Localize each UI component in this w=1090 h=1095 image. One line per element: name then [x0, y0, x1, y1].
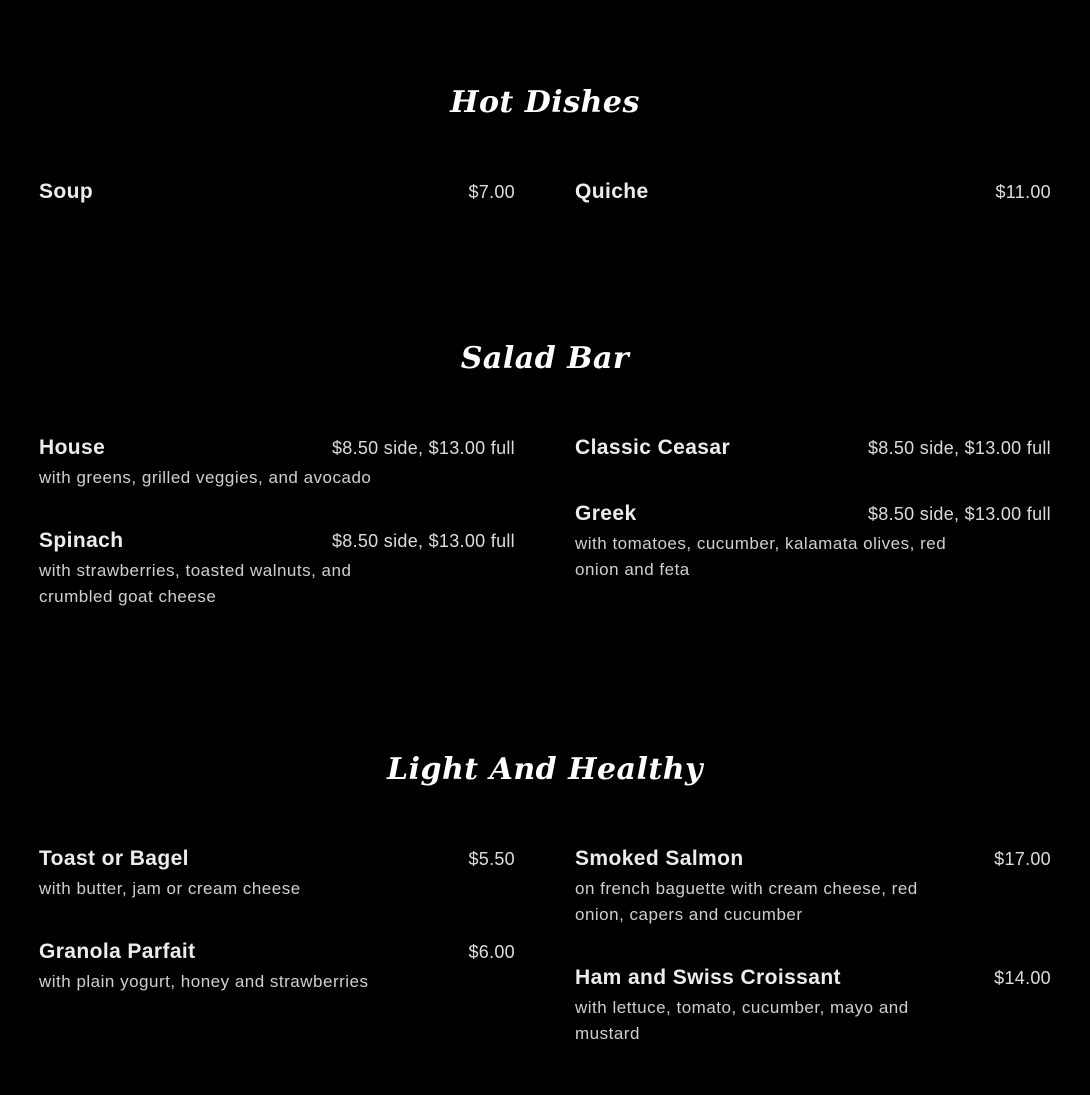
item-name: Classic Ceasar	[575, 436, 731, 459]
hot-dishes-right-column	[575, 179, 1051, 205]
item-description: with greens, grilled veggies, and avocado	[39, 468, 372, 487]
item-name: Smoked Salmon	[575, 847, 744, 870]
salad-bar-right-column	[575, 435, 1051, 583]
item-price: $14.00	[994, 968, 1051, 988]
item-price: $6.00	[468, 942, 515, 962]
item-price: $17.00	[994, 849, 1051, 869]
item-name: Toast or Bagel	[39, 847, 189, 870]
menu-item	[39, 179, 515, 205]
menu-item	[575, 846, 1051, 928]
hot-dishes-left-column	[39, 179, 515, 205]
menu-item	[575, 501, 1051, 583]
item-price: $8.50 side, $13.00 full	[331, 531, 515, 551]
item-price: $11.00	[995, 182, 1051, 202]
item-description: with plain yogurt, honey and strawberries	[39, 972, 369, 991]
menu-item	[575, 435, 1051, 461]
menu-item	[575, 179, 1051, 205]
menu-item	[39, 846, 515, 902]
item-name: Spinach	[39, 529, 124, 552]
section-title-hot-dishes: Hot Dishes	[450, 85, 640, 120]
light-and-healthy-left-column	[39, 846, 515, 995]
item-description: with butter, jam or cream cheese	[39, 879, 301, 898]
item-price: $8.50 side, $13.00 full	[867, 438, 1051, 458]
item-name: House	[39, 436, 106, 459]
item-price: $8.50 side, $13.00 full	[867, 504, 1051, 524]
item-name: Soup	[39, 180, 94, 203]
section-title-salad-bar: Salad Bar	[460, 341, 630, 376]
item-description: on french baguette with cream cheese, red onion, capers and cucumber	[575, 879, 918, 924]
section-title-light-and-healthy: Light And Healthy	[387, 752, 703, 787]
item-price: $7.00	[468, 182, 515, 202]
item-price: $5.50	[468, 849, 515, 869]
item-description: with tomatoes, cucumber, kalamata olives, red onion and feta	[575, 534, 947, 579]
menu-item	[39, 435, 515, 491]
item-name: Ham and Swiss Croissant	[575, 966, 841, 989]
item-name: Quiche	[575, 180, 649, 203]
item-description: with strawberries, toasted walnuts, and crumbled goat cheese	[39, 561, 352, 606]
menu-item	[39, 528, 515, 610]
item-name: Greek	[575, 502, 637, 525]
menu-item	[39, 939, 515, 995]
item-price: $8.50 side, $13.00 full	[331, 438, 515, 458]
salad-bar-left-column	[39, 435, 515, 610]
item-name: Granola Parfait	[39, 940, 196, 963]
menu-item	[575, 965, 1051, 1047]
light-and-healthy-right-column	[575, 846, 1051, 1047]
item-description: with lettuce, tomato, cucumber, mayo and mustard	[575, 998, 909, 1043]
